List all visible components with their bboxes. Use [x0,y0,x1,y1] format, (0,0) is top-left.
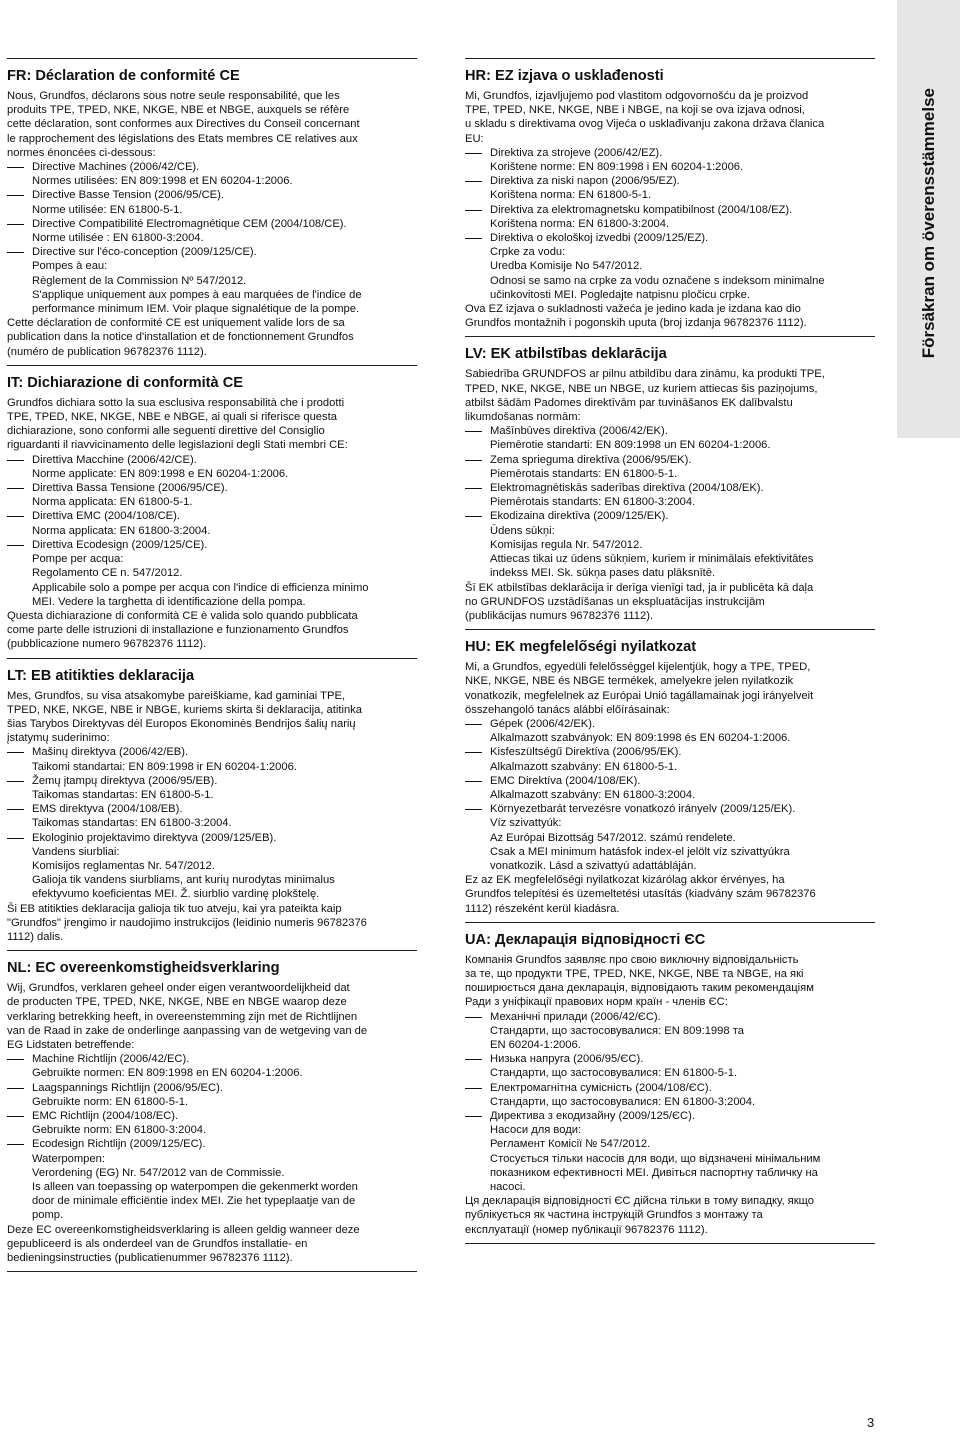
section-title: HR: EZ izjava o usklađenosti [465,68,664,84]
directive-item [465,509,875,580]
text-line: (pubblicazione numero 96782376 1112). [7,638,207,651]
text-line: Machine Richtlijn (2006/42/EC). [32,1053,190,1066]
text-line: Komisijas regula Nr. 547/2012. [490,538,643,551]
text-line: u skladu s direktivama ovog Vijeća o usklađivanju zakona država članica [465,118,825,131]
text-line: Piemērotais standarts: EN 61800-3:2004. [490,496,696,509]
text-line: Alkalmazott szabvány: EN 61800-5-1. [490,760,678,773]
text-line: Стандарти, що застосовувалися: EN 61800-5-1. [490,1067,738,1080]
text-line: Regolamento CE n. 547/2012. [32,567,183,580]
section-title: IT: Dichiarazione di conformità CE [7,374,243,391]
text-line: Електромагнітна сумісність (2004/108/ЄС). [490,1081,712,1094]
text-line: vonatkozik, megfelelnek az Európai Unió tagállamainak jogi irányelveit [465,689,814,702]
text-line: Directive Machines (2006/42/CE). [32,161,200,174]
text-line: Компанія Grundfos заявляє про свою виключну відповідальність [465,953,799,966]
text-line: Регламент Комісії № 547/2012. [490,1138,651,1151]
text-line: експлуатації (номер публікації 96782376 1112). [465,1223,708,1236]
directive-list [7,745,417,901]
directive-item [465,481,875,509]
text-line: Directive Basse Tension (2006/95/CE). [32,189,224,202]
directive-list [465,424,875,580]
column-end-divider [465,1243,875,1244]
text-line: TPE, TPED, NKE, NKGE, NBE e NBGE, ai quali si riferisce questa [7,411,337,424]
directive-item [7,245,417,316]
text-line: Gebruikte norm: EN 61800-5-1. [32,1095,189,1108]
text-line: Verordening (EG) Nr. 547/2012 van de Commissie. [32,1166,285,1179]
section-title: LT: EB atitikties deklaracija [7,667,195,684]
section-divider [465,336,875,337]
dash-bullet [465,238,482,239]
dash-bullet [7,224,24,225]
declaration-section [7,365,417,652]
text-line: Директива з екодизайну (2009/125/ЄС). [490,1110,695,1122]
text-line: Piemērotie standarti: EN 809:1998 un EN 60204-1:2006. [490,439,771,452]
section-title: NL: EC overeenkomstigheidsverklaring [7,960,280,977]
declaration-section [465,336,875,623]
text-line: Directive Compatibilité Electromagnétique CEM (2004/108/CE). [32,217,347,230]
text-line: Direttiva Ecodesign (2009/125/CE). [32,538,208,551]
text-line: Direttiva EMC (2004/108/CE). [32,510,180,523]
directive-item [7,745,417,773]
text-line: efektyvumo koeficientas MEI. Ž. siurblio vardinę plokštelę. [32,888,320,901]
text-line: Norma applicata: EN 61800-3:2004. [32,524,211,537]
text-line: 1112) dalis. [7,930,64,943]
text-line: atbilst šādām Padomes direktīvām par tuvināšanos EK dalībvalstu [465,396,793,409]
text-line: Direktiva o ekološkoj izvedbi (2009/125/EZ). [490,232,709,245]
text-line: Galioja tik vandens siurbliams, ant kurių nurodytas minimalus [32,874,335,887]
text-line: Taikomi standartai: EN 809:1998 ir EN 60204-1:2006. [32,760,297,773]
text-line: Gépek (2006/42/EK). [490,717,596,730]
text-line: performance minimum IEM. Voir plaque signalétique de la pompe. [32,303,360,316]
section-divider [465,922,875,923]
text-line: Ova EZ izjava o sukladnosti važeća je jedino kada je izdana kao dio [465,303,801,316]
dash-bullet [465,809,482,810]
text-line: Mi, a Grundfos, egyedüli felelősséggel kijelentjük, hogy a TPE, TPED, [465,661,811,674]
text-line: Direttiva Bassa Tensione (2006/95/CE). [32,482,228,495]
text-line: Laagspannings Richtlijn (2006/95/EC). [32,1081,223,1094]
text-line: EMC Richtlijn (2004/108/EC). [32,1110,179,1122]
text-line: Sabiedrība GRUNDFOS ar pilnu atbildību dara zināmu, ka produkti TPE, [465,368,825,381]
text-line: Vandens siurbliai: [32,845,120,858]
directive-item [7,831,417,902]
text-line: Alkalmazott szabványok: EN 809:1998 és EN 60204-1:2006. [490,732,791,745]
text-line: Questa dichiarazione di conformità CE è valida solo quando pubblicata [7,609,358,622]
dash-bullet [465,210,482,211]
text-line: Környezetbarát tervezésre vonatkozó irányelv (2009/125/EK). [490,803,796,816]
text-line: EG Lidstaten betreffende: [7,1038,135,1051]
text-line: come parte delle istruzioni di installazione e funzionamento Grundfos [7,624,349,637]
text-line: EN 60204-1:2006. [490,1038,581,1051]
text-line: pomp. [32,1209,64,1222]
text-line: Víz szivattyúk: [490,817,562,830]
text-line: за те, що продукти TPE, TPED, NKE, NKGE, NBE та NBGE, на які [465,967,804,980]
dash-bullet [7,195,24,196]
dash-bullet [7,516,24,517]
text-line: no GRUNDFOS uzstādīšanas un ekspluatācijas instrukcijām [465,595,765,608]
text-line: Korištene norme: EN 809:1998 i EN 60204-1:2006. [490,161,744,174]
declaration-section [465,922,875,1237]
text-line: van de Raad in zake de onderlinge aanpassing van de wetgeving van de [7,1024,368,1037]
directive-list [7,453,417,609]
dash-bullet [465,460,482,461]
text-line: összehangoló tanács alábbi előírásainak: [465,703,670,716]
directive-item [7,1081,417,1109]
text-line: Mašinų direktyva (2006/42/EB). [32,746,189,759]
text-line: TPED, NKE, NKGE, NBE un NBGE, uz kuriem attiecas šis paziņojums, [465,382,818,395]
directive-item [7,802,417,830]
text-line: Korištena norma: EN 61800-5-1. [490,189,652,202]
dash-bullet [465,1017,482,1018]
text-line: Piemērotais standarts: EN 61800-5-1. [490,467,678,480]
directive-item [465,231,875,302]
directive-item [7,217,417,245]
text-line: Ekodizaina direktīva (2009/125/EK). [490,510,669,523]
dash-bullet [7,1059,24,1060]
text-line: Wij, Grundfos, verklaren geheel onder eigen verantwoordelijkheid dat [7,982,350,995]
dash-bullet [465,488,482,489]
section-intro [7,981,417,1052]
text-line: Grundfos montažnih i pogonskih uputa (broj izdanja 96782376 1112). [465,317,807,330]
text-line: Norme utilisée : EN 61800-3:2004. [32,232,204,245]
declaration-section [7,950,417,1265]
section-title: UA: Декларація відповідності ЄС [465,931,706,948]
text-line: Gebruikte norm: EN 61800-3:2004. [32,1124,207,1137]
text-line: Ради з уніфікації правових норм країн - членів ЄС: [465,996,728,1009]
text-line: likumdošanas normām: [465,411,581,424]
text-line: door de minimale efficiëntie index MEI. Zie het typeplaatje van de [32,1195,356,1208]
dash-bullet [465,181,482,182]
directive-item [7,160,417,188]
section-intro [465,660,875,717]
text-line: TPE, TPED, NKE, NKGE, NBE i NBGE, na koji se ova izjava odnosi, [465,104,805,117]
text-line: Applicabile solo a pompe per acqua con l'indice di efficienza minimo [32,581,369,594]
text-line: насосі. [490,1181,526,1194]
dash-bullet [7,252,24,253]
directive-item [465,1052,875,1080]
text-line: Directive sur l'éco-conception (2009/125/CE). [32,246,257,259]
text-line: Crpke za vodu: [490,246,566,259]
text-line: Norme utilisée: EN 61800-5-1. [32,203,183,216]
text-line: 1112) részeként kerül kiadásra. [465,902,620,915]
text-line: Odnosi se samo na crpke za vodu označene s indeksom minimalne [490,274,825,287]
dash-bullet [7,1088,24,1089]
declaration-section [465,58,875,330]
directive-item [465,453,875,481]
text-line: Стосується тільки насосів для води, що відзначені мінімальним [490,1152,821,1165]
dash-bullet [465,752,482,753]
section-title: FR: Déclaration de conformité CE [7,68,240,84]
text-line: Direktiva za niski napon (2006/95/EZ). [490,175,680,188]
text-line: Ši EB atitikties deklaracija galioja tik tuo atveju, kai yra pateikta kaip [7,902,342,915]
directive-item [7,1109,417,1137]
directive-item [465,203,875,231]
text-line: публікується як частина інструкцій Grundfos з монтажу та [465,1209,763,1222]
declaration-section [7,58,417,359]
text-line: Direttiva Macchine (2006/42/CE). [32,453,197,466]
text-line: įstatymų suderinimo: [7,732,110,745]
text-line: Mašīnbūves direktīva (2006/42/EK). [490,425,668,438]
directive-item [7,1137,417,1222]
dash-bullet [465,153,482,154]
right-column [465,58,875,1244]
directive-item [465,717,875,745]
text-line: NKE, NKGE, NBE és NBGE termékek, amelyekre jelen nyilatkozik [465,675,794,688]
text-line: Ez az EK megfelelőségi nyilatkozat kizárólag akkor érvényes, ha [465,874,785,887]
side-tab [897,0,960,438]
section-divider [7,950,417,951]
text-line: EMC Direktíva (2004/108/EK). [490,774,641,787]
directive-item [7,774,417,802]
text-line: učinkovitosti MEI. Pogledajte natpisnu pločicu crpke. [490,288,750,301]
text-line: le rapprochement des législations des Etats membres CE relatives aux [7,132,358,145]
directive-item [465,146,875,174]
dash-bullet [7,809,24,810]
text-line: (numéro de publication 96782376 1112). [7,345,207,358]
text-line: "Grundfos" įrengimo ir naudojimo instrukcijos (leidinio numeris 96782376 [7,916,367,929]
text-line: Norme applicate: EN 809:1998 e EN 60204-1:2006. [32,467,289,480]
directive-item [465,1109,875,1194]
text-line: vonatkozik. Lásd a szivattyú adattábláján. [490,859,697,872]
text-line: Žemų įtampų direktyva (2006/95/EB). [32,774,218,787]
section-title: LV: EK atbilstības deklarācija [465,346,667,363]
text-line: EU: [465,132,484,145]
text-line: поширюється дана декларація, відповідають таким рекомендаціям [465,982,814,995]
text-line: dichiarazione, sono conformi alle seguenti direttive del Consiglio [7,425,325,438]
directive-list [465,717,875,873]
text-line: Komisijos reglamentas Nr. 547/2012. [32,859,215,872]
text-line: Стандарти, що застосовувалися: EN 61800-3:2004. [490,1095,756,1108]
side-tab-label: Försäkran om överensstämmelse [918,88,938,359]
text-line: indekss MEI. Sk. sūkņa pases datu plāksnītē. [490,567,716,580]
section-divider [7,58,417,59]
dash-bullet [465,516,482,517]
text-line: publication dans la notice d'installation et de fonctionnement Grundfos [7,331,354,344]
section-intro [465,367,875,424]
section-outro [465,1194,875,1237]
section-intro [7,89,417,160]
text-line: Mes, Grundfos, su visa atsakomybe pareiškiame, kad gaminiai TPE, [7,689,346,702]
section-outro [7,316,417,359]
column-end-divider [7,1271,417,1272]
section-intro [465,953,875,1010]
text-line: Ця декларація відповідності ЄС дійсна тільки в тому випадку, якщо [465,1195,814,1208]
dash-bullet [465,1059,482,1060]
text-line: bedieningsinstructies (publicatienummer 96782376 1112). [7,1252,293,1265]
text-line: Az Európai Bizottság 547/2012. számú rendelete. [490,831,736,844]
text-line: TPED, NKE, NKGE, NBE ir NBGE, kuriems skirta ši deklaracija, atitinka [7,703,362,716]
text-line: Alkalmazott szabvány: EN 61800-3:2004. [490,788,696,801]
page-number: 3 [867,1415,875,1430]
directive-item [7,188,417,216]
text-line: verklaring betrekking heeft, in overeenstemming zijn met de Richtlijnen [7,1010,358,1023]
text-line: cette déclaration, sont conformes aux Directives du Conseil concernant [7,118,360,131]
directive-list [7,1052,417,1222]
dash-bullet [7,752,24,753]
section-title: HU: EK megfelelőségi nyilatkozat [465,639,697,656]
text-line: MEI. Vedere la targhetta di identificazione della pompa. [32,595,306,608]
text-line: Règlement de la Commission Nº 547/2012. [32,274,247,287]
text-line: Is alleen van toepassing op waterpompen die gekenmerkt worden [32,1181,358,1194]
section-outro [7,1223,417,1266]
directive-item [7,481,417,509]
dash-bullet [7,460,24,461]
section-divider [7,658,417,659]
dash-bullet [7,1116,24,1117]
text-line: Ūdens sūkņi: [490,524,555,537]
text-line: S'applique uniquement aux pompes à eau marquées de l'indice de [32,288,362,301]
text-line: Deze EC overeenkomstigheidsverklaring is alleen geldig wanneer deze [7,1223,360,1236]
section-intro [7,689,417,746]
text-line: de producten TPE, TPED, NKE, NKGE, NBE en NBGE waarop deze [7,996,347,1009]
dash-bullet [7,545,24,546]
directive-list [465,146,875,302]
text-line: Nous, Grundfos, déclarons sous notre seule responsabilité, que les [7,90,340,102]
text-line: šias Tarybos Direktyvas dėl Europos Ekonominės Bendrijos šalių narių [7,717,356,730]
text-line: Cette déclaration de conformité CE est uniquement valide lors de sa [7,317,345,330]
dash-bullet [7,167,24,168]
section-divider [7,365,417,366]
dash-bullet [465,724,482,725]
text-line: Norma applicata: EN 61800-5-1. [32,496,193,509]
directive-item [465,174,875,202]
section-outro [465,302,875,330]
text-line: riguardanti il riavvicinamento delle legislazioni degli Stati membri CE: [7,439,348,452]
text-line: Normes utilisées: EN 809:1998 et EN 60204-1:2006. [32,175,293,188]
text-line: Механічні прилади (2006/42/ЄС). [490,1010,661,1023]
directive-item [7,509,417,537]
directive-item [7,453,417,481]
text-line: gepubliceerd is als onderdeel van de Grundfos installatie- en [7,1237,308,1250]
directive-item [465,745,875,773]
section-intro [7,396,417,453]
dash-bullet [465,431,482,432]
section-outro [465,873,875,916]
directive-item [465,424,875,452]
text-line: Kisfeszültségű Direktíva (2006/95/EK). [490,746,682,759]
directive-list [7,160,417,316]
directive-list [465,1010,875,1195]
directive-item [465,802,875,873]
directive-item [7,538,417,609]
text-line: Csak a MEI minimum hatásfok index-el jelölt víz szivattyúkra [490,845,790,858]
text-line: Korištena norma: EN 61800-3:2004. [490,217,670,230]
text-line: Ecodesign Richtlijn (2009/125/EC). [32,1138,206,1151]
text-line: (publikācijas numurs 96782376 1112). [465,609,654,622]
dash-bullet [465,1116,482,1117]
text-line: Direktiva za elektromagnetsku kompatibilnost (2004/108/EZ). [490,203,793,216]
text-line: Pompes à eau: [32,260,108,273]
text-line: Grundfos dichiara sotto la sua esclusiva responsabilità che i prodotti [7,396,345,409]
dash-bullet [7,488,24,489]
directive-item [465,1081,875,1109]
text-line: Elektromagnētiskās saderības direktīva (2004/108/EK). [490,482,764,495]
text-line: Низька напруга (2006/95/ЄС). [490,1053,644,1066]
text-line: Uredba Komisije No 547/2012. [490,260,643,273]
text-line: Šī EK atbilstības deklarācija ir derīga vienīgi tad, ja ir publicēta kā daļa [465,581,814,594]
text-line: Attiecas tikai uz ūdens sūkņiem, kuriem ir minimālais efektivitātes [490,553,814,566]
section-divider [465,58,875,59]
text-line: Pompe per acqua: [32,553,124,566]
section-outro [465,581,875,624]
text-line: Taikomas standartas: EN 61800-3:2004. [32,817,232,830]
text-line: Ekologinio projektavimo direktyva (2009/125/EB). [32,831,277,844]
text-line: normes énoncées ci-dessous: [7,146,156,159]
section-divider [465,629,875,630]
text-line: Taikomas standartas: EN 61800-5-1. [32,788,214,801]
text-line: Gebruikte normen: EN 809:1998 en EN 60204-1:2006. [32,1067,303,1080]
declaration-section [465,629,875,916]
text-line: Mi, Grundfos, izjavljujemo pod vlastitom odgovornošću da je proizvod [465,90,809,102]
declaration-section [7,658,417,945]
directive-item [465,774,875,802]
dash-bullet [7,1144,24,1145]
text-line: Стандарти, що застосовувалися: EN 809:1998 та [490,1024,744,1037]
left-column [7,58,417,1272]
text-line: показником ефективності MEI. Дивіться паспортну табличку на [490,1166,818,1179]
dash-bullet [465,1088,482,1089]
text-line: Grundfos telepítési és üzemeltetési utasítás (kiadvány szám 96782376 [465,888,816,901]
section-intro [465,89,875,146]
dash-bullet [7,838,24,839]
text-line: Waterpompen: [32,1152,105,1165]
section-outro [7,902,417,945]
directive-item [465,1010,875,1053]
directive-item [7,1052,417,1080]
text-line: EMS direktyva (2004/108/EB). [32,803,183,816]
text-line: produits TPE, TPED, NKE, NKGE, NBE et NBGE, auxquels se réfère [7,104,350,117]
text-line: Zema sprieguma direktīva (2006/95/EK). [490,453,692,466]
text-line: Direktiva za strojeve (2006/42/EZ). [490,146,663,159]
dash-bullet [7,781,24,782]
dash-bullet [465,781,482,782]
text-line: Насоси для води: [490,1124,582,1137]
section-outro [7,609,417,652]
